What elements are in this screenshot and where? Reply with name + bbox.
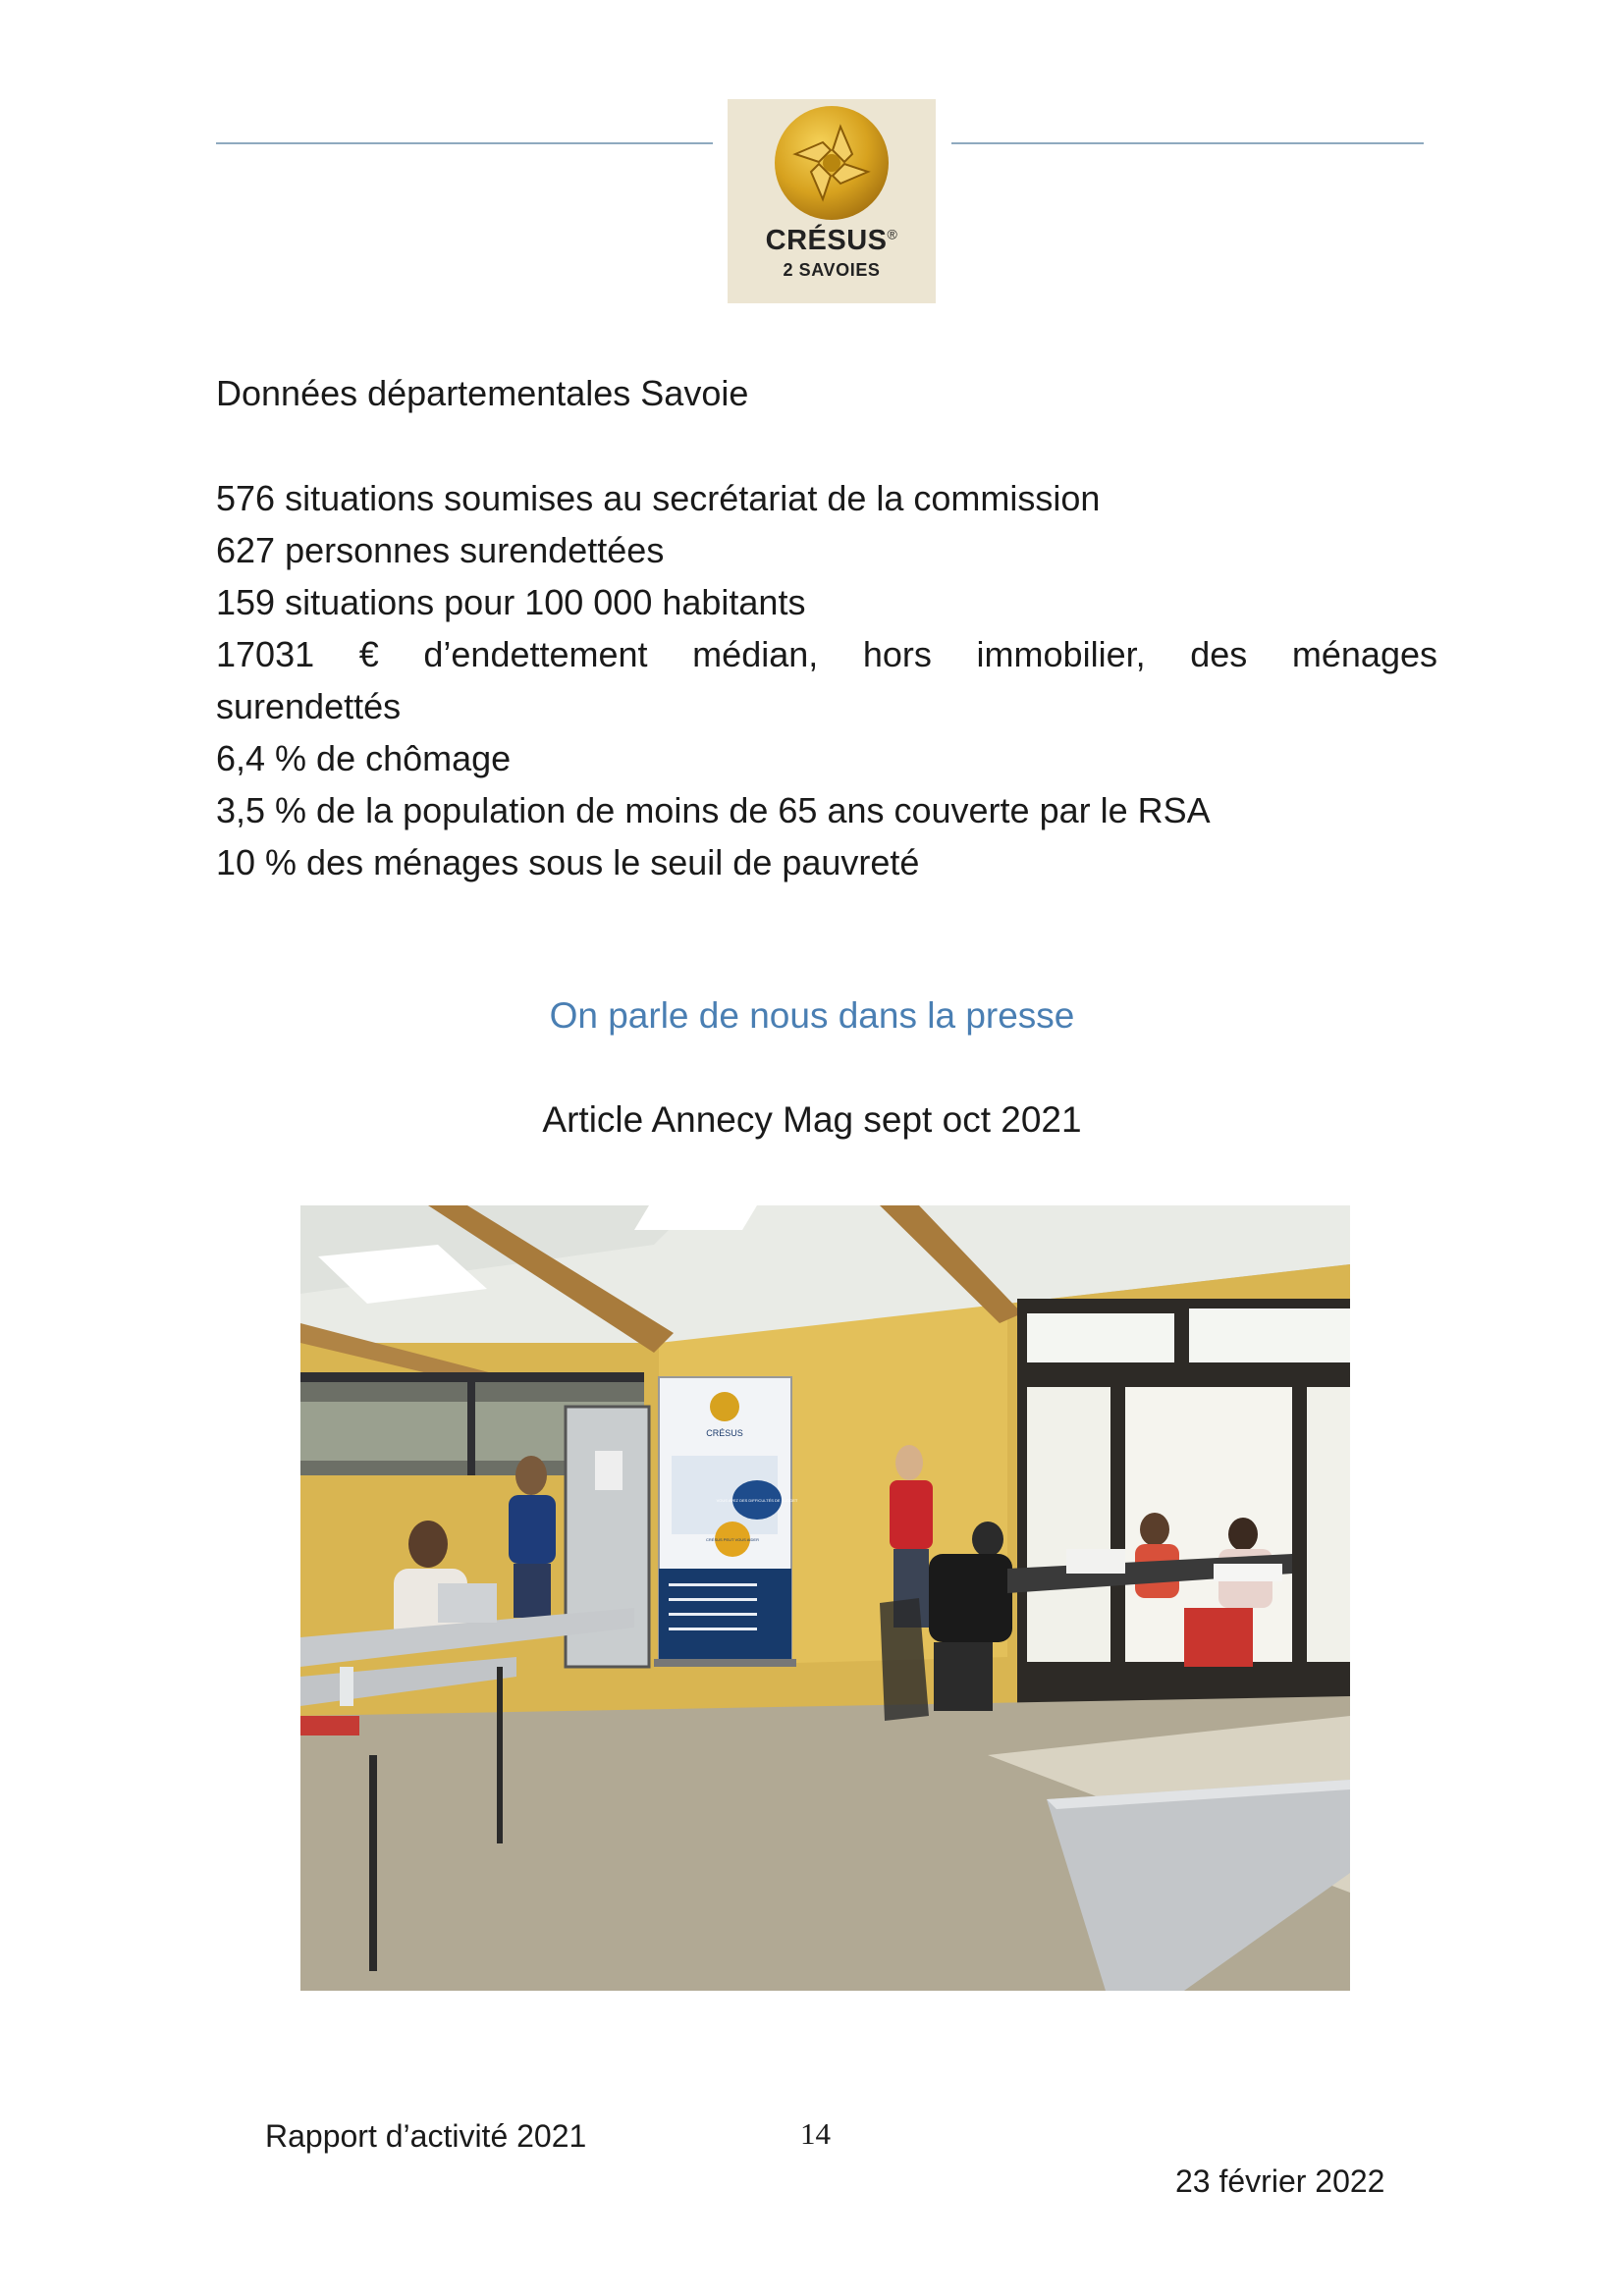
article-caption: Article Annecy Mag sept oct 2021 <box>542 1099 1082 1140</box>
stats-list <box>216 472 1437 888</box>
banner-badge: CRÉSUS PEUT VOUS AIDER <box>706 1537 759 1542</box>
logo-name: CRÉSUS® <box>765 225 898 256</box>
cresus-logo <box>728 99 936 303</box>
stat-line: 3,5 % de la population de moins de 65 ans couverte par le RSA <box>216 790 1211 830</box>
page-number: 14 <box>800 2116 831 2151</box>
stat-line: 576 situations soumises au secrétariat de la commission <box>216 478 1101 518</box>
header-rule-left <box>216 142 713 144</box>
logo-subtitle: 2 SAVOIES <box>783 260 881 280</box>
banner-brand: CRÉSUS <box>706 1428 743 1438</box>
header-rule-right <box>951 142 1424 144</box>
footer-report-title: Rapport d’activité 2021 <box>265 2118 587 2154</box>
press-photo <box>300 1205 1350 1991</box>
stat-line: 17031 € d’endettement médian, hors immobilier, des ménages <box>216 634 1437 674</box>
section-intro: Données départementales Savoie <box>216 373 749 413</box>
stat-line: 6,4 % de chômage <box>216 738 512 778</box>
four-hands-emblem-icon <box>772 103 892 223</box>
stat-line: 159 situations pour 100 000 habitants <box>216 582 806 622</box>
stat-line: 627 personnes surendettées <box>216 530 665 570</box>
stat-line: 10 % des ménages sous le seuil de pauvreté <box>216 842 920 882</box>
press-section-title: On parle de nous dans la presse <box>549 995 1075 1036</box>
stat-line: surendettés <box>216 686 402 726</box>
banner-bubble: VOUS AVEZ DES DIFFICULTÉS DE BUDGET <box>716 1498 798 1503</box>
footer-date: 23 février 2022 <box>1175 2163 1385 2199</box>
